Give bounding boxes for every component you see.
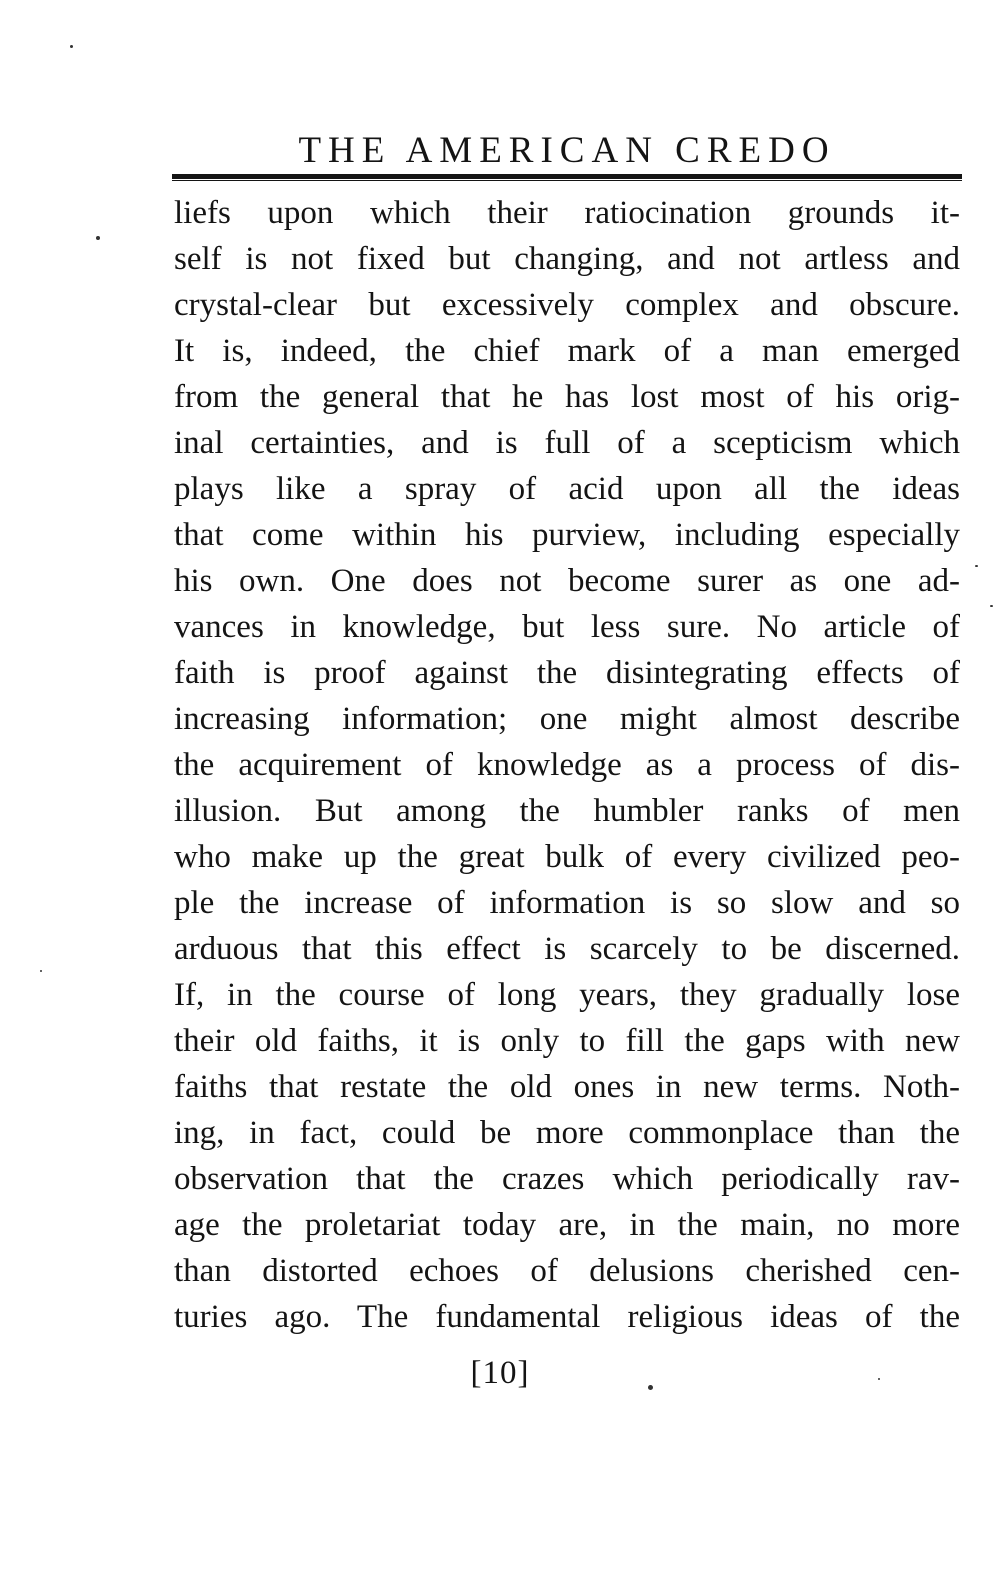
text-line: observation that the crazes which periodically rav-: [174, 1161, 960, 1197]
text-line: ing, in fact, could be more commonplace than the: [174, 1115, 960, 1151]
text-line: age the proletariat today are, in the main, no more: [174, 1207, 960, 1243]
text-line: their old faiths, it is only to fill the gaps with new: [174, 1023, 960, 1059]
text-line: illusion. But among the humbler ranks of men: [174, 793, 960, 829]
header-rule: [172, 174, 962, 181]
text-line: his own. One does not become surer as one ad-: [174, 563, 960, 599]
text-line: plays like a spray of acid upon all the ideas: [174, 471, 960, 507]
scan-speck: [878, 1378, 880, 1380]
body-text: [174, 190, 960, 1340]
text-line: vances in knowledge, but less sure. No article of: [174, 609, 960, 645]
text-line: self is not fixed but changing, and not artless and: [174, 241, 960, 277]
text-line: inal certainties, and is full of a scepticism which: [174, 425, 960, 461]
scan-speck: [70, 45, 73, 48]
text-line: faiths that restate the old ones in new terms. Noth-: [174, 1069, 960, 1105]
text-line: than distorted echoes of delusions cherished cen-: [174, 1253, 960, 1289]
text-line: It is, indeed, the chief mark of a man emerged: [174, 333, 960, 369]
scan-speck: [96, 236, 100, 240]
scan-speck: [990, 605, 993, 607]
text-line: faith is proof against the disintegrating effects of: [174, 655, 960, 691]
scan-speck: [975, 565, 978, 567]
text-line: ple the increase of information is so slow and so: [174, 885, 960, 921]
text-line: liefs upon which their ratiocination grounds it-: [174, 195, 960, 231]
text-line: the acquirement of knowledge as a process of dis-: [174, 747, 960, 783]
text-line: arduous that this effect is scarcely to be discerned.: [174, 931, 960, 967]
page-number: [10]: [470, 1355, 530, 1391]
text-line: from the general that he has lost most of his orig-: [174, 379, 960, 415]
text-line: that come within his purview, including especially: [174, 517, 960, 553]
text-line: who make up the great bulk of every civilized peo-: [174, 839, 960, 875]
text-line: increasing information; one might almost describe: [174, 701, 960, 737]
text-line: crystal-clear but excessively complex and obscure.: [174, 287, 960, 323]
text-line: If, in the course of long years, they gradually lose: [174, 977, 960, 1013]
text-line: turies ago. The fundamental religious ideas of the: [174, 1299, 960, 1335]
scan-speck: [648, 1385, 653, 1390]
running-head: THE AMERICAN CREDO: [298, 130, 836, 171]
scan-speck: [40, 970, 42, 972]
